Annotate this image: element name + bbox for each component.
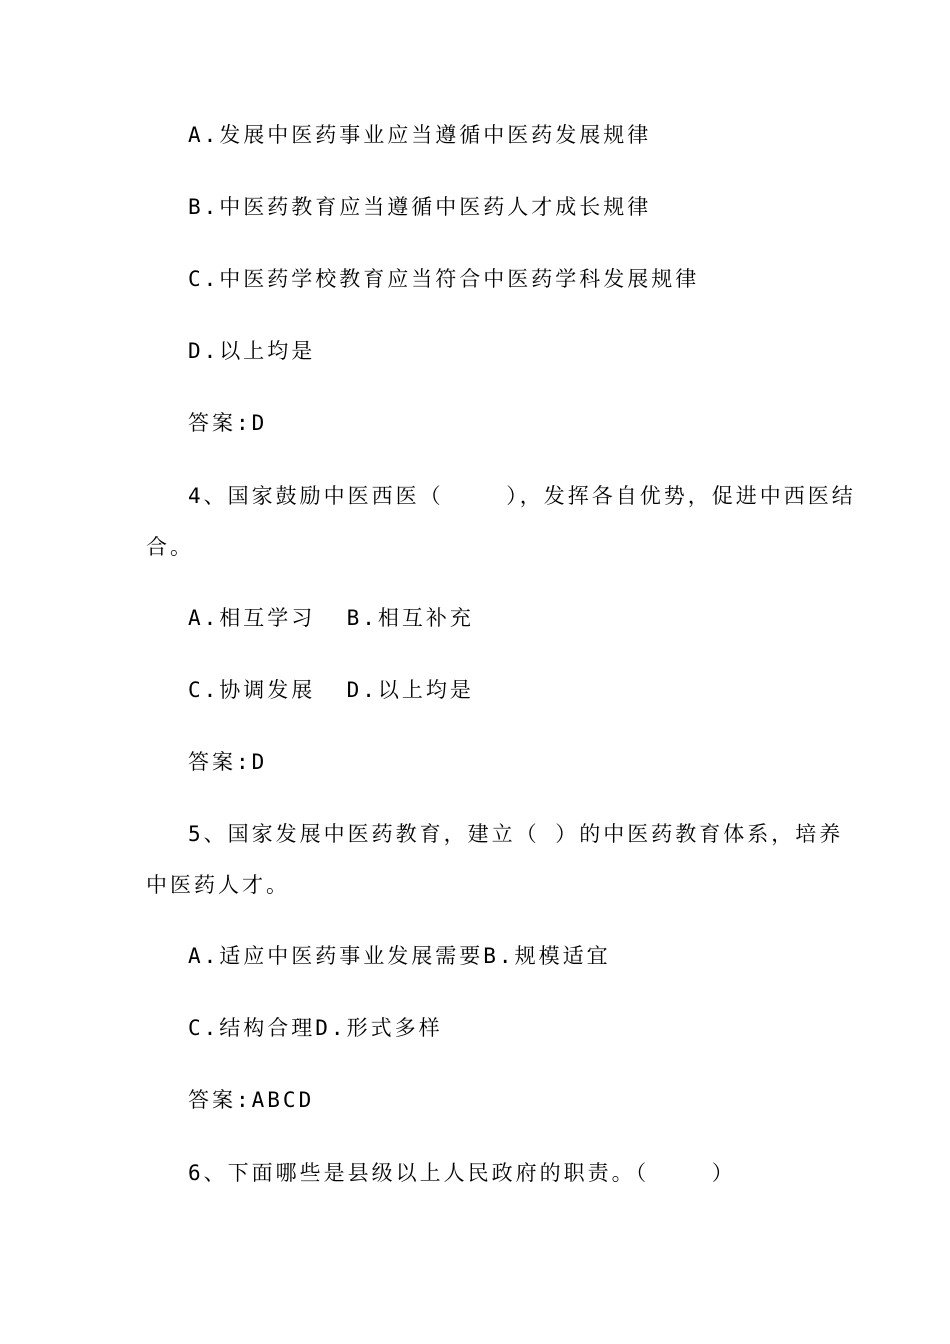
q5-question-line1: 5、国家发展中医药教育，建立（ ）的中医药教育体系，培养 (188, 822, 844, 846)
q3-option-a: A.发展中医药事业应当遵循中医药发展规律 (188, 123, 652, 147)
q3-answer: 答案:D (188, 411, 268, 435)
q3-option-c: C.中医药学校教育应当符合中医药学科发展规律 (188, 267, 700, 291)
q4-options-line1: A.相互学习 B.相互补充 (188, 606, 474, 630)
q5-options-line2: C.结构合理D.形式多样 (188, 1016, 443, 1040)
q5-question-line2: 中医药人才。 (146, 873, 290, 897)
q5-options-line1: A.适应中医药事业发展需要B.规模适宜 (188, 944, 611, 968)
q3-option-b: B.中医药教育应当遵循中医药人才成长规律 (188, 195, 652, 219)
q4-question-line1: 4、国家鼓励中医西医（ ），发挥各自优势，促进中西医结 (188, 484, 856, 508)
q6-question-line1: 6、下面哪些是县级以上人民政府的职责。（ ） (188, 1161, 736, 1185)
q4-question-line2: 合。 (146, 535, 194, 559)
q5-answer: 答案:ABCD (188, 1088, 315, 1112)
q4-options-line2: C.协调发展 D.以上均是 (188, 678, 474, 702)
q3-option-d: D.以上均是 (188, 339, 316, 363)
q4-answer: 答案:D (188, 750, 268, 774)
